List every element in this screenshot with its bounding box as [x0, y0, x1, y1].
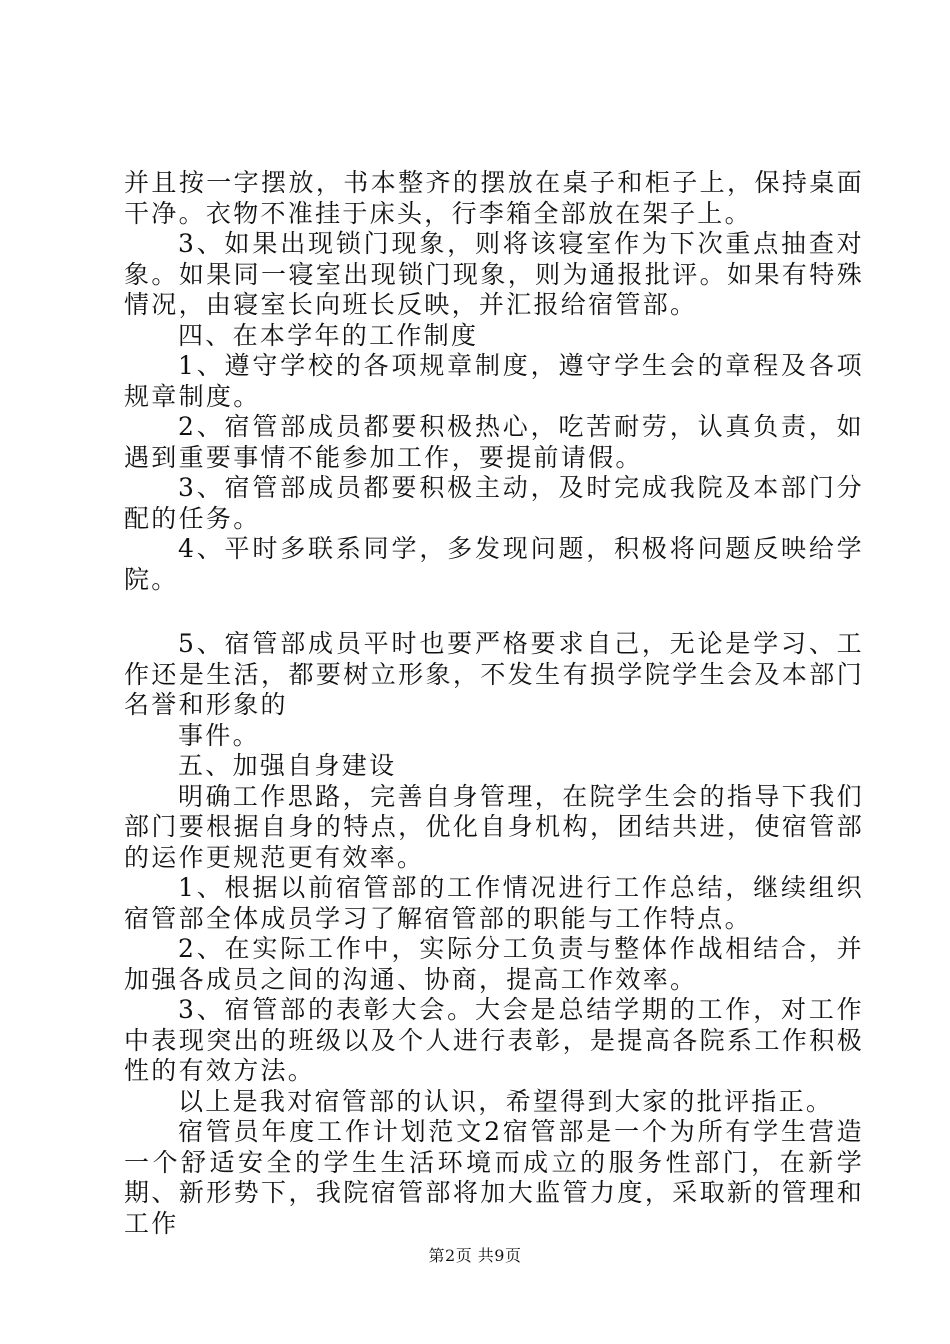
page-footer [0, 1243, 950, 1266]
section-heading: 五、加强自身建设 [178, 751, 397, 780]
paragraph: 3、如果出现锁门现象，则将该寝室作为下次重点抽查对象。如果同一寝室出现锁门现象，则为通报批评。如果有特殊情况，由寝室长向班长反映，并汇报给宿管部。 [124, 229, 864, 319]
paragraph: 以上是我对宿管部的认识，希望得到大家的批评指正。 [178, 1086, 834, 1116]
paragraph: 宿管员年度工作计划范文2宿管部是一个为所有学生营造一个舒适安全的学生生活环境而成立的服务性部门，在新学期、新形势下，我院宿管部将加大监管力度，采取新的管理和工作 [124, 1117, 864, 1238]
paragraph: 并且按一字摆放，书本整齐的摆放在桌子和柜子上，保持桌面干净。衣物不准挂于床头，行李箱全部放在架子上。 [124, 168, 864, 228]
paragraph: 1、根据以前宿管部的工作情况进行工作总结，继续组织宿管部全体成员学习了解宿管部的职能与工作特点。 [124, 873, 864, 933]
paragraph: 2、宿管部成员都要积极热心，吃苦耐劳，认真负责，如遇到重要事情不能参加工作，要提前请假。 [124, 412, 864, 472]
paragraph: 5、宿管部成员平时也要严格要求自己，无论是学习、工作还是生活，都要树立形象，不发生有损学院学生会及本部门名誉和形象的 [124, 629, 864, 719]
document-body [124, 168, 864, 1239]
paragraph: 明确工作思路，完善自身管理，在院学生会的指导下我们部门要根据自身的特点，优化自身机构，团结共进，使宿管部的运作更规范更有效率。 [124, 781, 864, 872]
paragraph: 4、平时多联系同学，多发现问题，积极将问题反映给学院。 [124, 534, 864, 594]
paragraph: 2、在实际工作中，实际分工负责与整体作战相结合，并加强各成员之间的沟通、协商，提高工作效率。 [124, 934, 864, 994]
section-heading: 四、在本学年的工作制度 [178, 320, 479, 350]
page-number: 第2页 共9页 [428, 1246, 522, 1265]
paragraph: 事件。 [178, 720, 260, 750]
paragraph: 3、宿管部成员都要积极主动，及时完成我院及本部门分配的任务。 [124, 473, 864, 533]
paragraph: 3、宿管部的表彰大会。大会是总结学期的工作，对工作中表现突出的班级以及个人进行表彰，是提高各院系工作积极性的有效方法。 [124, 995, 864, 1085]
paragraph: 1、遵守学校的各项规章制度，遵守学生会的章程及各项规章制度。 [124, 351, 864, 411]
